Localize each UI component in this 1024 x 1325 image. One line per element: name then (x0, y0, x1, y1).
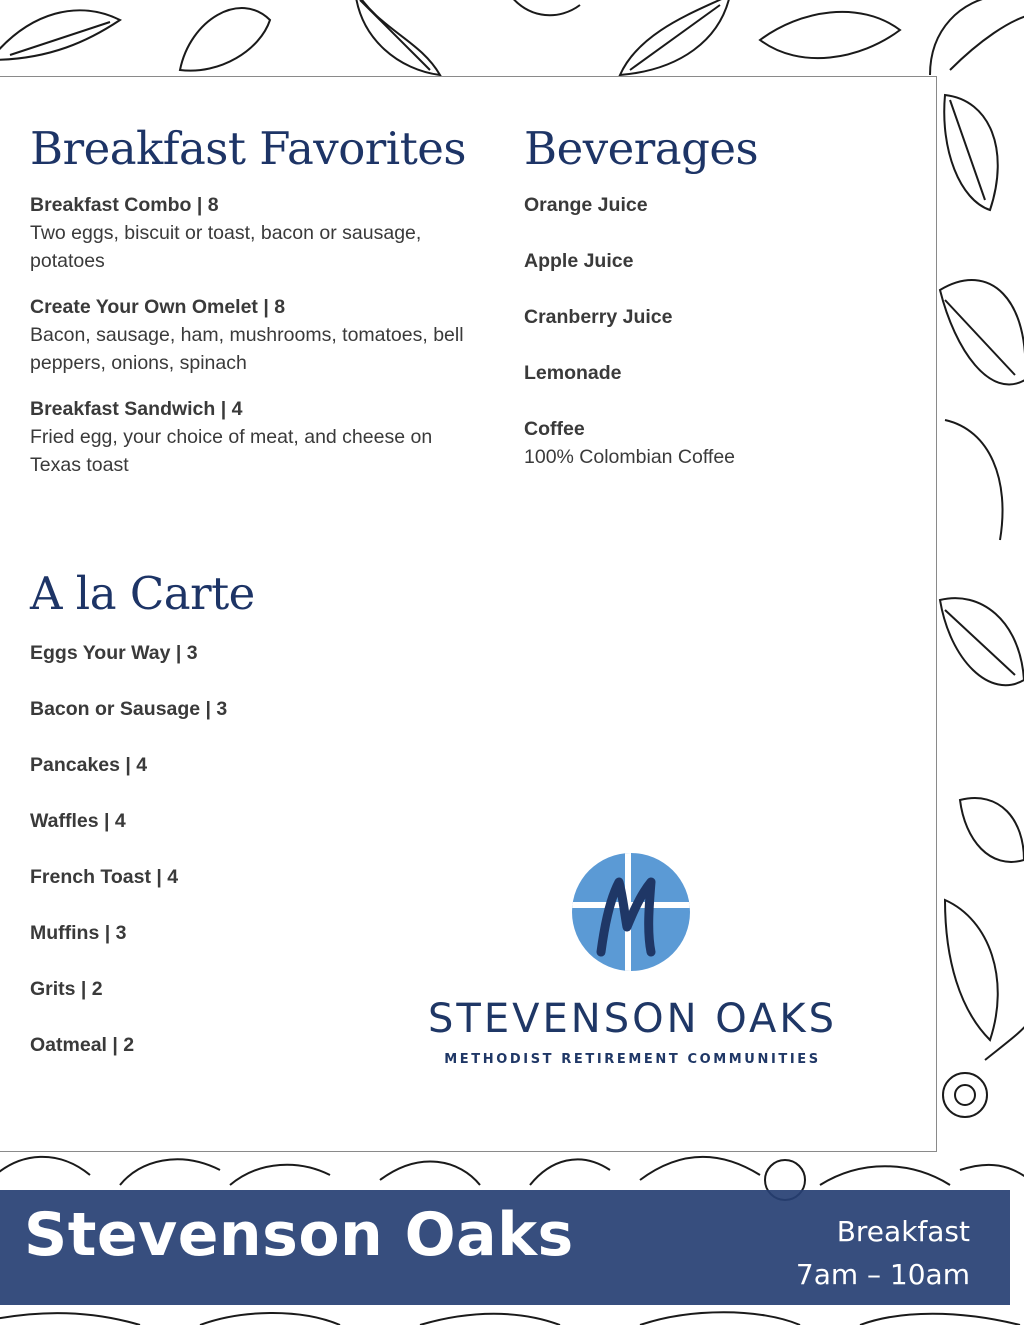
stevenson-oaks-logo (395, 848, 870, 1078)
m-logo-icon (571, 852, 691, 972)
menu-item-name: Eggs Your Way | 3 (30, 642, 198, 664)
breakfast-favorites-title: Breakfast Favorites (30, 122, 466, 175)
menu-item (524, 247, 904, 275)
menu-item (30, 807, 410, 835)
menu-item-name: Create Your Own Omelet | 8 (30, 296, 286, 318)
breakfast-favorites-list (30, 191, 470, 497)
menu-item-description: Fried egg, your choice of meat, and cheese on Texas toast (30, 426, 433, 476)
menu-item-name: Orange Juice (524, 194, 648, 216)
menu-item-description: Bacon, sausage, ham, mushrooms, tomatoes, bell peppers, onions, spinach (30, 324, 464, 374)
menu-item-name: Breakfast Combo | 8 (30, 194, 219, 216)
menu-item (30, 695, 410, 723)
menu-item (30, 863, 410, 891)
menu-item (30, 751, 410, 779)
menu-item (30, 1031, 410, 1059)
menu-item-name: Apple Juice (524, 250, 634, 272)
footer-meal-info (796, 1210, 970, 1296)
footer-bar (0, 1190, 1010, 1305)
menu-item (30, 975, 410, 1003)
menu-item (30, 293, 470, 377)
menu-item (30, 395, 470, 479)
a-la-carte-title: A la Carte (30, 567, 255, 620)
menu-item-name: Lemonade (524, 362, 622, 384)
menu-item (30, 919, 410, 947)
menu-item-name: Muffins | 3 (30, 922, 127, 944)
menu-item-name: French Toast | 4 (30, 866, 179, 888)
footer-hours: 7am – 10am (795, 1258, 970, 1291)
beverages-title: Beverages (524, 122, 759, 175)
menu-item (30, 639, 410, 667)
menu-item-name: Grits | 2 (30, 978, 103, 1000)
a-la-carte-list (30, 639, 410, 1087)
menu-item-name: Breakfast Sandwich | 4 (30, 398, 243, 420)
footer-community-name: Stevenson Oaks (24, 1200, 574, 1270)
beverages-list (524, 191, 904, 499)
menu-item-name: Oatmeal | 2 (30, 1034, 135, 1056)
menu-item-description: 100% Colombian Coffee (524, 446, 736, 468)
logo-wordmark: STEVENSON OAKS (428, 996, 837, 1042)
menu-item-name: Pancakes | 4 (30, 754, 148, 776)
menu-item (524, 415, 904, 471)
menu-item-name: Coffee (524, 418, 585, 440)
menu-item (30, 191, 470, 275)
menu-item (524, 359, 904, 387)
menu-item-name: Waffles | 4 (30, 810, 126, 832)
menu-item-description: Two eggs, biscuit or toast, bacon or sausage, potatoes (30, 222, 422, 272)
footer-meal: Breakfast (836, 1215, 970, 1248)
logo-tagline: METHODIST RETIREMENT COMMUNITIES (444, 1052, 821, 1067)
menu-item-name: Cranberry Juice (524, 306, 673, 328)
menu-item-name: Bacon or Sausage | 3 (30, 698, 228, 720)
menu-item (524, 303, 904, 331)
menu-item (524, 191, 904, 219)
